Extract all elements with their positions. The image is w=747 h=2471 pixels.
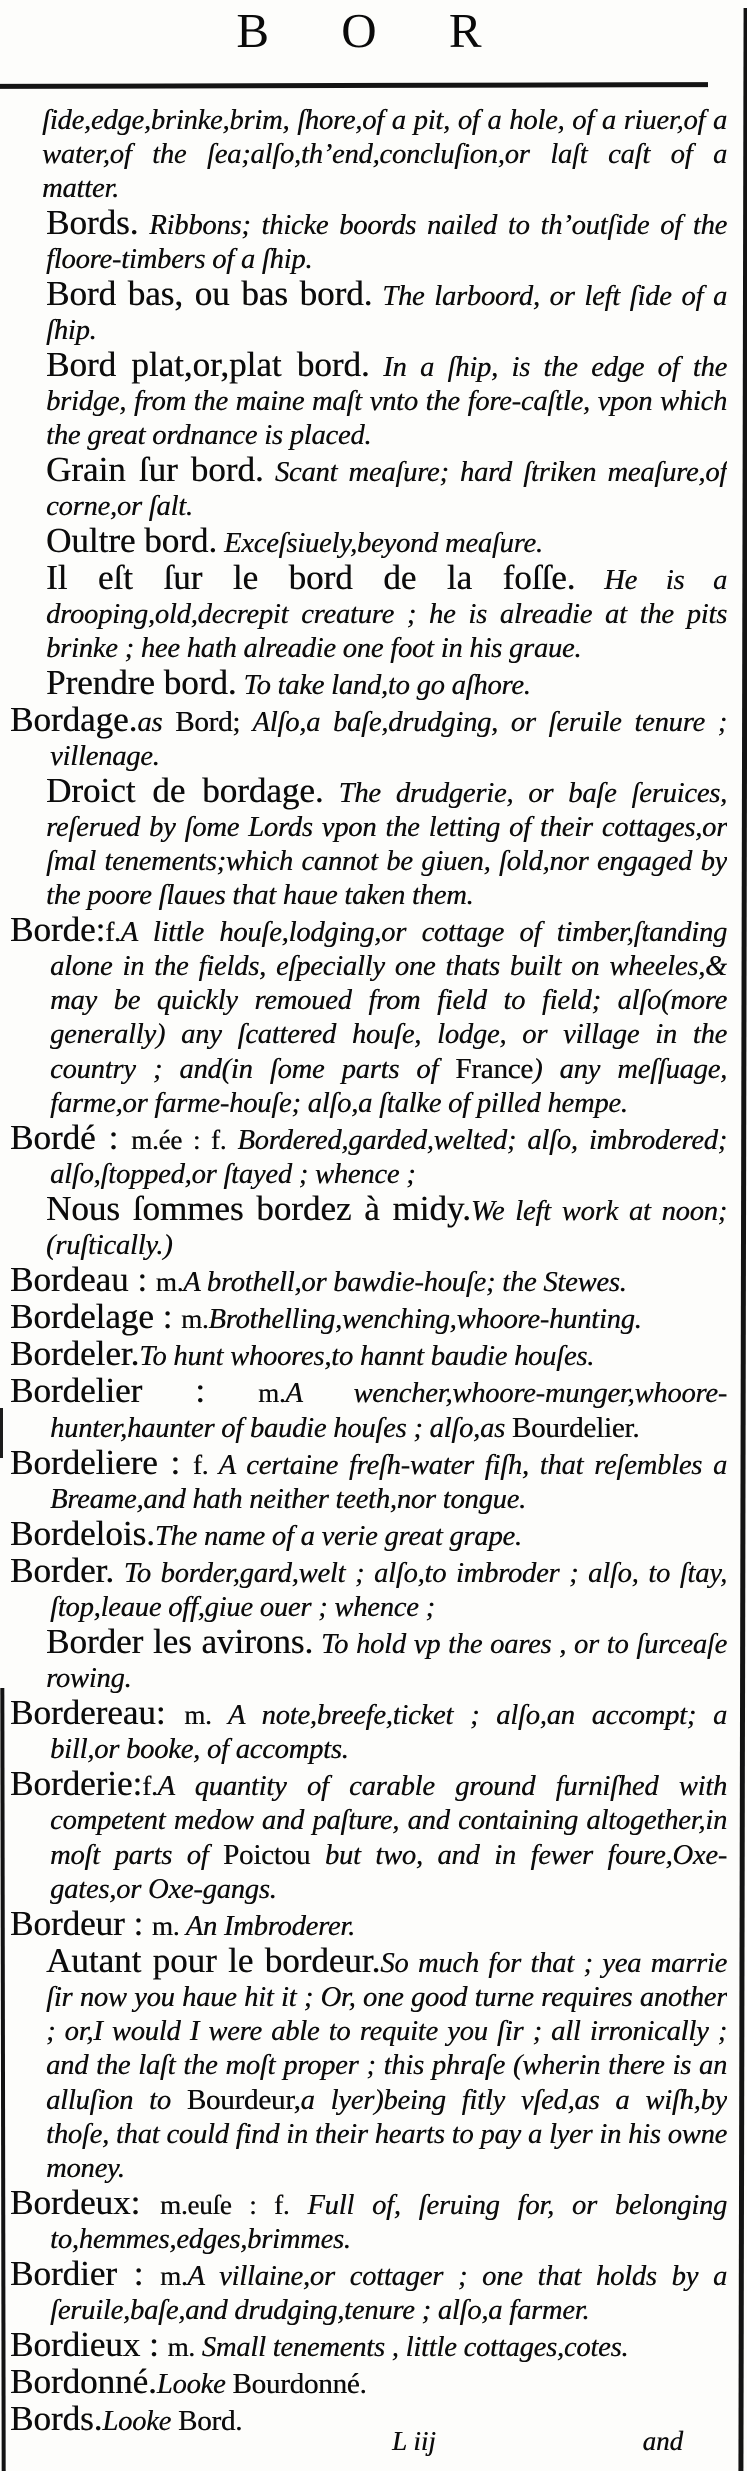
entry-headword: Bordonné. <box>10 2362 157 2401</box>
entry-definition: Brothelling,wenching,whoore-hunting. <box>208 1304 642 1335</box>
entry-gender-marker: m. <box>160 2261 188 2291</box>
entry-definition: To border,gard,welt ; alſo,to imbroder ; alſo, to ſtay, ſtop,leaue off,giue ouer ; whence ; <box>50 1558 727 1623</box>
entry-definition: In a ſhip, is the edge of the bridge, from the maine maſt vnto the fore-caſtle, vpon which the great ordnance is placed. <box>46 352 727 451</box>
running-head: B O R <box>236 3 512 58</box>
entry-definition: To hold vp the oares , or to ſurceaſe rowing. <box>46 1629 727 1694</box>
dictionary-entry <box>10 1514 727 1554</box>
entry-headword: Bordereau: <box>10 1693 185 1732</box>
dictionary-entry <box>10 1764 727 1907</box>
dictionary-entry <box>10 1622 727 1696</box>
entry-definition: Bordered,garded,welted; alſo, imbrodered; alſo,ſtopped,or ſtayed ; whence ; <box>50 1125 727 1190</box>
entry-headword: Bordelois. <box>10 1514 155 1553</box>
entry-definition: He is a drooping,old,decrepit creature ; he is alreadie at the pits brinke ; hee hath alreadie one foot in his graue. <box>46 565 727 664</box>
dictionary-entry <box>10 521 727 561</box>
entry-definition: ſide,edge,brinke,brim, ſhore,of a pit, of a hole, of a riuer,of a water,of the ſea;alſo,th’end,concluſion,or laſt caſt of a matter. <box>42 105 727 204</box>
entry-gender-marker: m. <box>258 1378 286 1408</box>
dictionary-entry <box>10 104 727 206</box>
entry-definition: A certaine freſh-water fiſh, that reſembles a Breame,and hath neither teeth,nor tongue. <box>50 1450 727 1515</box>
entry-gender-marker: m. <box>184 1700 212 1730</box>
entry-gender-marker: m.euſe : f. <box>160 2190 290 2220</box>
entry-headword: Bord plat,or,plat bord. <box>46 345 370 384</box>
entry-crossref: Bourdelier. <box>511 1412 640 1444</box>
entry-headword: Prendre bord. <box>46 663 237 702</box>
dictionary-entry <box>10 1443 727 1517</box>
entry-headword: Bordier : <box>10 2254 161 2293</box>
entry-crossref: Bord; <box>175 706 241 738</box>
entry-headword: Bordieux : <box>10 2325 168 2364</box>
dictionary-entry <box>10 1118 727 1192</box>
column-rule-left-upper <box>0 1408 3 1458</box>
entry-gender-marker: m. <box>151 1911 180 1941</box>
entry-definition: as <box>137 707 176 738</box>
entry-headword: Bordage. <box>10 700 138 739</box>
entry-definition: ) any meſſuage, farme,or farme-houſe; alſo,a ſtalke of pilled hempe. <box>50 1054 727 1119</box>
entry-headword: Droict de bordage. <box>46 771 324 810</box>
entry-definition: A brothell,or bawdie-houſe; the Stewes. <box>183 1267 627 1298</box>
entry-crossref: Bord. <box>177 2405 243 2434</box>
entry-definition: We left work at noon; (ruſtically.) <box>46 1196 727 1261</box>
dictionary-entry <box>10 771 727 913</box>
entry-headword: Autant pour le bordeur. <box>46 1941 381 1980</box>
entry-headword: Border les avirons. <box>46 1622 314 1661</box>
entry-definition: A note,breefe,ticket ; alſo,an accompt; a bill,or booke, of accompts. <box>50 1700 727 1765</box>
dictionary-entry <box>10 1551 727 1625</box>
dictionary-entry <box>10 2325 727 2365</box>
dictionary-entry <box>10 1904 727 1944</box>
entry-headword: Bordeur : <box>10 1904 152 1943</box>
header-rule <box>0 82 708 89</box>
entry-gender-marker: m. <box>155 1267 184 1297</box>
text-column <box>10 104 727 2434</box>
entry-definition: A wencher,whoore-munger,whoore-hunter,haunter of baudie houſes ; alſo,as <box>50 1378 727 1444</box>
entry-definition: Looke <box>156 2369 233 2400</box>
dictionary-entry <box>10 1941 727 2186</box>
entry-definition: a lyer)being fitly vſed,as a wiſh,by thoſe, that could find in their hearts to pay a lyer in his owne money. <box>46 2085 727 2184</box>
entry-headword: Nous ſommes bordez à midy. <box>46 1189 471 1228</box>
dictionary-entry <box>10 1334 727 1374</box>
entry-headword: Bordeau : <box>10 1260 156 1299</box>
entry-headword: Bordé : <box>10 1118 132 1157</box>
entry-headword: Grain ſur bord. <box>46 450 264 489</box>
entry-gender-marker: f. <box>105 917 121 947</box>
entry-headword: Il eſt ſur le bord de la foſſe. <box>46 558 576 597</box>
entry-definition: Ribbons; thicke boords nailed to th’outſide of the floore-timbers of a ſhip. <box>46 210 727 275</box>
entry-definition: Alſo,a baſe,drudging, or ſeruile tenure ; villenage. <box>50 707 727 772</box>
entry-definition: The name of a verie great grape. <box>154 1521 522 1552</box>
entry-headword: Bordelage : <box>10 1297 182 1336</box>
entry-definition: The larboord, or left ſide of a ſhip. <box>46 281 727 346</box>
entry-definition: Exceſsiuely,beyond meaſure. <box>217 528 543 559</box>
entry-headword: Bord bas, ou bas bord. <box>46 274 373 313</box>
entry-headword: Borderie: <box>10 1764 143 1803</box>
entry-headword: Borde: <box>10 910 106 949</box>
entry-gender-marker: m. <box>181 1304 209 1334</box>
dictionary-entry <box>10 1260 727 1300</box>
column-rule-right <box>738 8 747 2471</box>
entry-crossref: Poictou <box>223 1839 311 1871</box>
entry-definition: The drudgerie, or baſe ſeruices, reſerued by ſome Lords vpon the letting of their cottages,or ſmal tenements;which cannot be giuen, ſold,nor engaged by the poore ſlaues that haue taken them. <box>46 778 727 911</box>
entry-headword: Bordelier : <box>10 1371 259 1410</box>
entry-gender-marker: f. <box>192 1450 209 1480</box>
entry-definition: To hunt whoores,to hannt baudie houſes. <box>139 1341 595 1372</box>
dictionary-entry <box>10 1371 727 1446</box>
dictionary-entry <box>10 663 727 703</box>
dictionary-entry <box>10 1693 727 1767</box>
dictionary-entry <box>10 345 727 453</box>
entry-headword: Bords. <box>10 2399 103 2434</box>
dictionary-entry <box>10 203 727 277</box>
entry-definition: Full of, ſeruing for, or belonging to,hemmes,edges,brimmes. <box>50 2190 727 2255</box>
entry-headword: Oultre bord. <box>46 521 218 560</box>
entry-headword: Border. <box>10 1551 115 1590</box>
entry-definition: So much for that ; yea marrie ſir now you haue hit it ; Or, one good turne requires another ; or,I would I were able to requite you ſir ; all irronically ; and the laſt the moſt proper ; this phraſe (wherin there is an alluſion to <box>46 1948 727 2116</box>
entry-definition: Small tenements , little cottages,cotes. <box>194 2332 629 2363</box>
page-footer <box>10 2426 727 2466</box>
dictionary-entry <box>10 2183 727 2257</box>
entry-headword: Bordeliere : <box>10 1443 193 1482</box>
entry-crossref: Bourdeur, <box>186 2084 301 2116</box>
dictionary-entry <box>10 910 727 1121</box>
entry-crossref: Bourdonné. <box>232 2368 367 2400</box>
entry-definition: Scant meaſure; hard ſtriken meaſure,of corne,or ſalt. <box>46 457 727 522</box>
dictionary-entry <box>10 2254 727 2328</box>
entry-definition: A quantity of carable ground furniſhed with competent medow and paſture, and containing altogether,in moſt parts of <box>50 1771 727 1871</box>
entry-headword: Bordeux: <box>10 2183 161 2222</box>
entry-headword: Bords. <box>46 203 139 242</box>
entry-gender-marker: m.ée : f. <box>131 1125 227 1155</box>
entry-definition: An Imbroderer. <box>179 1911 355 1942</box>
entry-definition: Looke <box>102 2406 178 2434</box>
entry-crossref: France <box>455 1053 533 1085</box>
entry-headword: Bordeler. <box>10 1334 140 1373</box>
entry-gender-marker: m. <box>167 2332 195 2362</box>
signature-mark: L iij <box>392 2426 436 2456</box>
dictionary-entry <box>10 450 727 524</box>
column-rule-left-lower <box>0 1688 5 2471</box>
dictionary-entry <box>10 1297 727 1337</box>
dictionary-entry <box>10 2362 727 2402</box>
entry-definition: To take land,to go aſhore. <box>236 670 531 701</box>
dictionary-entry <box>10 274 727 348</box>
dictionary-entry <box>10 558 727 666</box>
entry-gender-marker: f. <box>142 1771 158 1801</box>
entry-definition: A little houſe,lodging,or cottage of timber,ſtanding alone in the fields, eſpecially one thats built on wheeles,& may be quickly remoued from field to field; alſo(more generally) any ſcattered houſe, lodge, or village in the country ; and(in ſome parts of <box>50 917 727 1085</box>
entry-definition: but two, and in fewer foure,Oxe-gates,or Oxe-gangs. <box>50 1840 727 1905</box>
dictionary-entry <box>10 1189 727 1263</box>
catchword: and <box>642 2426 683 2456</box>
dictionary-entry <box>10 700 727 774</box>
entry-definition: A villaine,or cottager ; one that holds by a ſeruile,baſe,and drudging,tenure ; alſo,a farmer. <box>50 2261 727 2326</box>
